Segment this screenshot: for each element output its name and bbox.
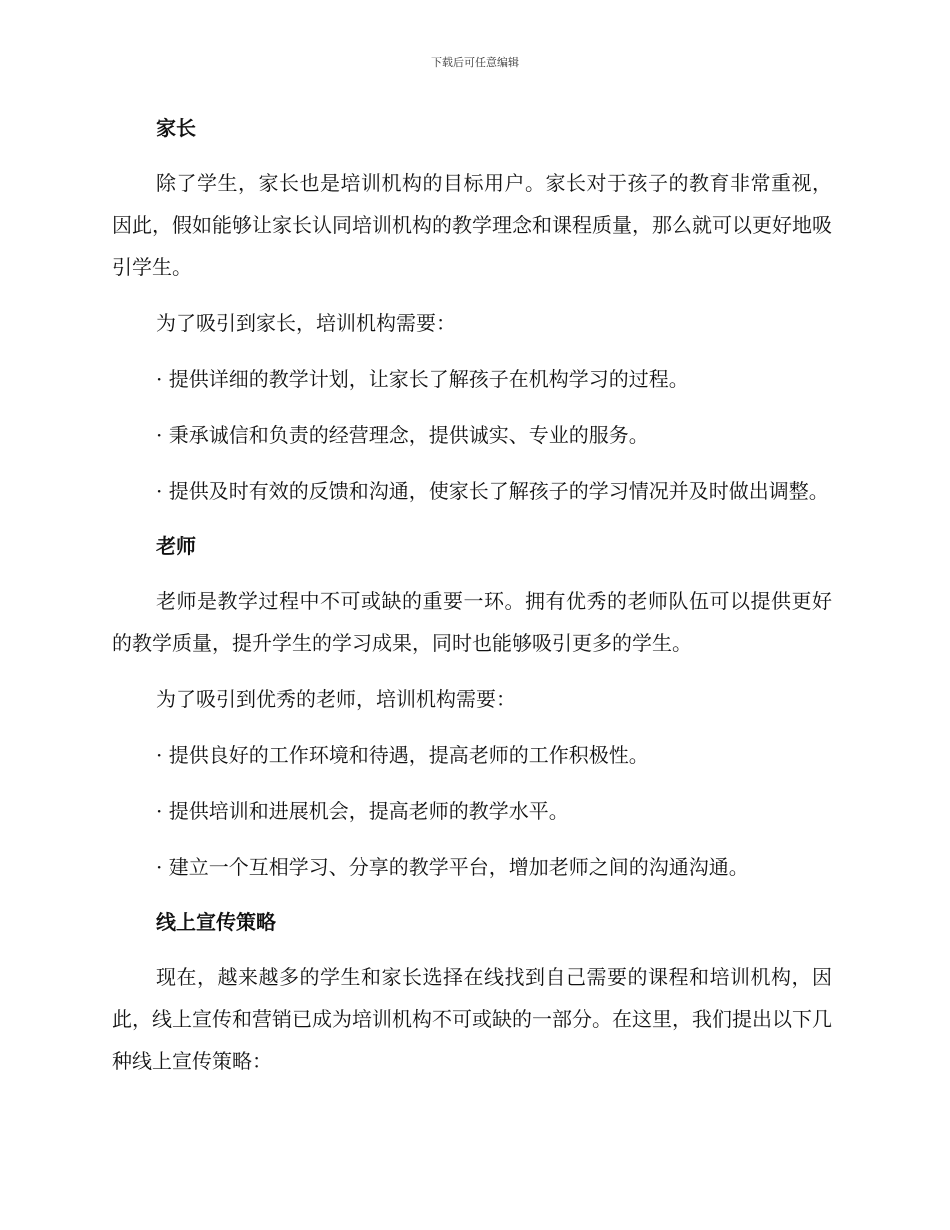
page-header-note: 下载后可任意编辑 <box>431 56 519 69</box>
bullet-item: · 提供培训和进展机会，提高老师的教学水平。 <box>156 799 569 823</box>
paragraph-teachers-intro: 老师是教学过程中不可或缺的重要一环。拥有优秀的老师队伍可以提供更好的教学质量，提升学生的学习成果，同时也能够吸引更多的学生。 <box>112 589 832 655</box>
paragraph-online-intro: 现在，越来越多的学生和家长选择在线找到自己需要的课程和培训机构，因此，线上宣传和营销已成为培训机构不可或缺的一部分。在这里，我们提出以下几种线上宣传策略： <box>112 965 832 1073</box>
bullet-item: · 提供及时有效的反馈和沟通，使家长了解孩子的学习情况并及时做出调整。 <box>156 479 829 503</box>
section-heading-teachers: 老师 <box>156 534 196 558</box>
paragraph-teachers-lead: 为了吸引到优秀的老师，培训机构需要： <box>156 687 516 711</box>
document-body <box>112 108 832 1096</box>
section-heading-online: 线上宣传策略 <box>156 910 276 934</box>
bullet-item: · 提供良好的工作环境和待遇，提高老师的工作积极性。 <box>156 743 649 767</box>
bullet-item: · 秉承诚信和负责的经营理念，提供诚实、专业的服务。 <box>156 423 649 447</box>
paragraph-parents-lead: 为了吸引到家长，培训机构需要： <box>156 311 456 335</box>
paragraph-parents-intro: 除了学生，家长也是培训机构的目标用户。家长对于孩子的教育非常重视，因此，假如能够让家长认同培训机构的教学理念和课程质量，那么就可以更好地吸引学生。 <box>112 171 832 279</box>
bullet-item: · 提供详细的教学计划，让家长了解孩子在机构学习的过程。 <box>156 367 689 391</box>
section-heading-parents: 家长 <box>156 116 196 140</box>
bullet-item: · 建立一个互相学习、分享的教学平台，增加老师之间的沟通沟通。 <box>156 855 749 879</box>
